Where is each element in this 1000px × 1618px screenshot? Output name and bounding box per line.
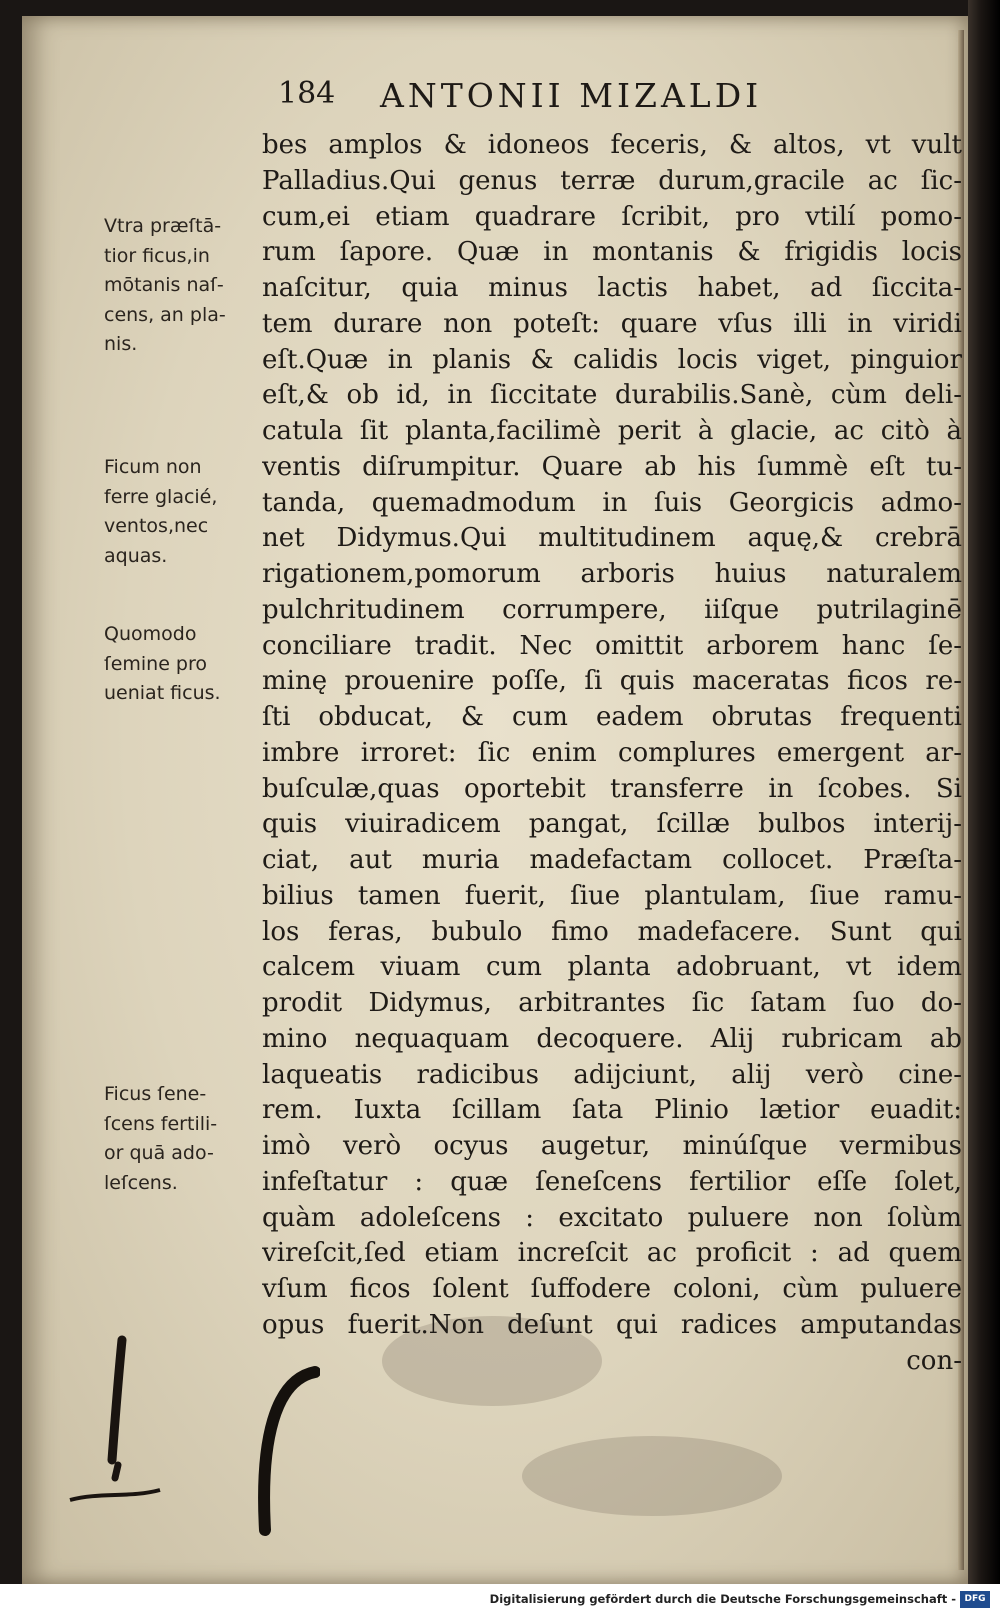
text-line: minę prouenire poſſe, ſi quis maceratas ficos re- <box>262 666 962 697</box>
ink-stroke <box>70 1490 160 1500</box>
text-line: net Didymus.Qui multitudinem aquę,& crebrā <box>262 523 962 554</box>
marginal-line: ſcens fertili- <box>104 1112 218 1135</box>
text-line: los feras, bubulo fimo madefacere. Sunt qui <box>262 916 962 947</box>
text-line: catula ſit planta,facilimè perit à glacie, ac citò à <box>262 416 962 446</box>
text-line: pulchritudinem corrumpere, iiſque putrilaginē <box>262 594 962 625</box>
ink-stroke <box>112 1340 122 1460</box>
text-line: eſt,& ob id, in ſiccitate durabilis.Sanè, cùm deli- <box>262 380 962 411</box>
marginal-line: mōtanis naſ- <box>104 274 224 296</box>
text-line: ventis diſrumpitur. Quare ab his ſummè eſt tu- <box>262 451 962 482</box>
marginal-line: Ficum non <box>104 456 202 478</box>
marginal-line: Vtra præſtā- <box>104 215 222 237</box>
marginal-note-fig-age <box>104 1080 254 1198</box>
text-line: laqueatis radicibus adijciunt, alij verò cine- <box>262 1059 962 1090</box>
text-line: naſcitur, quia minus lactis habet, ad ſiccita- <box>262 273 962 303</box>
marginal-line: ſemine pro <box>104 652 208 675</box>
marginal-line: leſcens. <box>104 1171 178 1194</box>
marginal-line: or quā ado- <box>104 1142 214 1164</box>
ink-bleed-stain <box>522 1436 782 1516</box>
text-line: tanda, quemadmodum in ſuis Georgicis admo- <box>262 487 962 518</box>
footer-bar <box>0 1584 1000 1618</box>
page-header <box>252 68 832 124</box>
catchword: con- <box>906 1345 962 1376</box>
text-line: conciliare tradit. Nec omittit arborem hanc ſe- <box>262 630 962 661</box>
text-line: cum,ei etiam quadrare ſcribit, pro vtilí pomo- <box>262 201 962 232</box>
bleed-through-marks <box>60 1300 320 1570</box>
text-line: vſum ficos ſolent ſuffodere coloni, cùm puluere <box>262 1274 962 1304</box>
footer-credit: Digitalisierung gefördert durch die Deutsche Forschungsgemeinschaft - <box>489 1592 956 1606</box>
body-text <box>262 128 962 1379</box>
text-line: opus fuerit.Non deſunt qui radices amputandas <box>262 1309 962 1340</box>
page-number: 184 <box>278 76 336 111</box>
text-line: ſti obducat, & cum eadem obrutas frequenti <box>262 702 962 732</box>
text-line: imbre irroret: ſic enim complures emergent ar- <box>262 737 962 768</box>
marginal-line: tior ficus,in <box>104 244 210 267</box>
marginal-line: aquas. <box>104 544 168 567</box>
scan-frame-edge <box>968 0 1000 1618</box>
text-line: rigationem,pomorum arboris huius naturalem <box>262 559 962 589</box>
text-line: bilius tamen fuerit, ſiue plantulam, ſiue ramu- <box>262 880 962 911</box>
marginal-note-fig-location <box>104 212 254 360</box>
text-line: calcem viuam cum planta adobruant, vt idem <box>262 952 962 983</box>
marginal-line: ferre glacié, <box>104 485 218 508</box>
text-line: rum ſapore. Quæ in montanis & frigidis locis <box>262 237 962 268</box>
marginal-line: Quomodo <box>104 623 197 645</box>
text-line: quis viuiradicem pangat, ſcillæ bulbos interij- <box>262 809 962 840</box>
text-line: vireſcit,ſed etiam increſcit ac proficit : ad quem <box>262 1238 962 1269</box>
text-line: bes amplos & idoneos feceris, & altos, vt vult <box>262 130 962 160</box>
marginal-note-fig-weather <box>104 453 254 571</box>
text-line: eſt.Quæ in planis & calidis locis viget, pinguior <box>262 344 962 375</box>
marginal-line: Ficus ſene- <box>104 1083 207 1105</box>
text-line: rem. Iuxta ſcillam ſata Plinio lætior euadit: <box>262 1095 962 1126</box>
ink-stroke <box>264 1372 315 1530</box>
text-line: Palladius.Qui genus terræ durum,gracile ac ſic- <box>262 165 962 196</box>
text-line: buſculæ,quas oportebit transferre in ſcobes. Si <box>262 773 962 804</box>
text-line: ciat, aut muria madefactam collocet. Præſta- <box>262 845 962 875</box>
marginal-line: cens, an pla- <box>104 303 226 326</box>
marginal-line: ueniat ficus. <box>104 682 221 704</box>
text-line: infeſtatur : quæ ſeneſcens fertilior eſſe ſolet, <box>262 1166 962 1197</box>
marginal-line: ventos,nec <box>104 515 209 537</box>
text-line: imò verò ocyus augetur, minúſque vermibus <box>262 1131 962 1161</box>
text-line: tem durare non poteſt: quare vſus illi in viridi <box>262 308 962 339</box>
running-title: ANTONII MIZALDI <box>380 76 763 115</box>
text-line: prodit Didymus, arbitrantes ſic ſatam ſuo do- <box>262 988 962 1018</box>
ink-stroke <box>115 1465 118 1478</box>
marginal-note-fig-seed <box>104 620 254 709</box>
marginal-line: nis. <box>104 333 138 355</box>
text-line: quàm adoleſcens : excitato puluere non ſolùm <box>262 1202 962 1233</box>
text-line: mino nequaquam decoquere. Alij rubricam ab <box>262 1023 962 1054</box>
dfg-logo-icon: DFG <box>960 1591 990 1608</box>
